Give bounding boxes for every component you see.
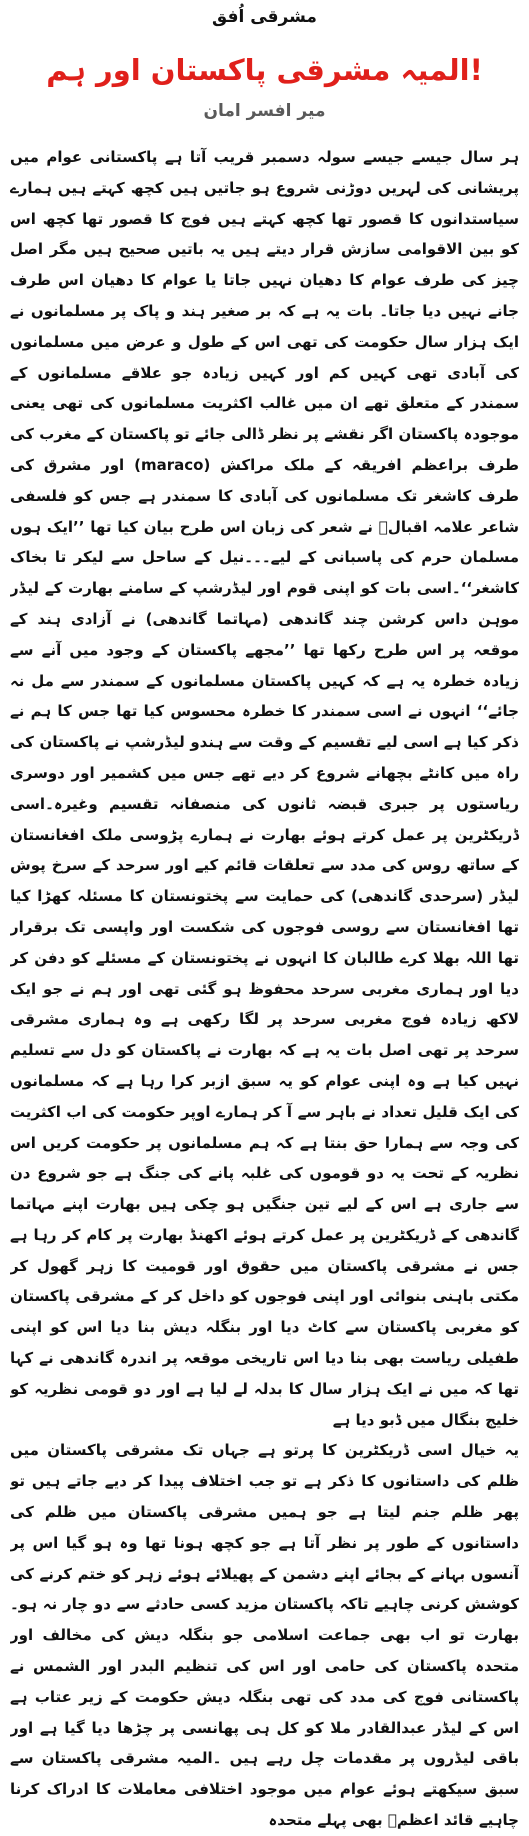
column-name: مشرقی اُفق	[212, 7, 317, 27]
article-headline: المیہ مشرقی پاکستان اور ہم!	[46, 53, 483, 87]
article-body	[10, 142, 519, 1836]
article-header	[10, 0, 519, 124]
article-paragraph: ہر سال جیسے جیسے سولہ دسمبر قریب آتا ہے پاکستانی عوام میں پریشانی کی لہریں دوڑنی شروع ہو جاتیں ہیں کچھ کہتے ہیں ہمارے سیاستدانوں کا قصور تھا کچھ کہتے ہیں فوج کا قصور تھا کچھ اس کو بین الاقوامی سازش قرار دیتے ہیں یہ باتیں صحیح ہیں مگر اصل چیز کی طرف عوام کا دھیان نہیں جاتا یا عوام کا دھیان اس طرف جانے نہیں دیا جاتا۔ بات یہ ہے کہ بر صغیر ہند و پاک پر مسلمانوں نے ایک ہزار سال حکومت کی تھی اس کے طول و عرض میں مسلمانوں کی آبادی تھی کہیں کم اور کہیں زیادہ جو علاقے مسلمانوں کے سمندر کے متعلق تھے ان میں غالب اکثریت مسلمانوں کی تھی یعنی موجودہ پاکستان اگر نقشے پر نظر ڈالی جائے تو پاکستان کے مغرب کی طرف براعظم افریقہ کے ملک مراکش (maraco) اور مشرق کی طرف کاشغر تک مسلمانوں کی آبادی کا سمندر ہے جس کو فلسفی شاعر علامہ اقبالؒ نے شعر کی زبان اس طرح بیان کیا تھا ’’ایک ہوں مسلمان حرم کی پاسبانی کے لیے۔۔۔نیل کے ساحل سے لیکر تا بخاک کاشغر‘‘۔اسی بات کو اپنی قوم اور لیڈرشپ کے سامنے بھارت کے لیڈر موہن داس کرشن چند گاندھی (مہاتما گاندھی) نے آزادی ہند کے موقعہ پر اس طرح رکھا تھا ’’مجھے پاکستان کے وجود میں آنے سے زیادہ خطرہ یہ ہے کہ کہیں پاکستان مسلمانوں کے سمندر سے مل نہ جائے‘‘ انہوں نے اسی سمندر کا خطرہ محسوس کیا تھا جس کا ہم نے ذکر کیا ہے اسی لیے تقسیم کے وقت سے ہندو لیڈرشپ نے پاکستان کی راہ میں کانٹے بچھانے شروع کر دیے تھے جس میں کشمیر اور دوسری ریاستوں پر جبری قبضہ ثانوں کی منصفانہ تقسیم وغیرہ۔اسی ڈریکٹرین پر عمل کرتے ہوئے بھارت نے ہمارے پڑوسی ملک افغانستان کے ساتھ روس کی مدد سے تعلقات قائم کیے اور سرحد کے سرخ پوش لیڈر (سرحدی گاندھی) کی حمایت سے پختونستان کا مسئلہ کھڑا کیا تھا افغانستان سے روسی فوجوں کی شکست اور واپسی تک برقرار تھا اللہ بھلا کرے طالبان کا انہوں نے پختونستان کے مسئلے کو دفن کر دیا اور ہماری مغربی سرحد محفوظ ہو گئی تھی اور ہم نے جو ایک لاکھ زیادہ فوج مغربی سرحد پر لگا رکھی ہے وہ ہماری مشرقی سرحد پر تھی اصل بات یہ ہے کہ بھارت نے پاکستان کو دل سے تسلیم نہیں کیا ہے وہ اپنی عوام کو یہ سبق ازبر کرا رہا ہے کہ مسلمانوں کی ایک قلیل تعداد نے باہر سے آ کر ہمارے اوپر حکومت کی اب اکثریت کی وجہ سے ہمارا حق بنتا ہے کہ ہم مسلمانوں پر حکومت کریں اس نظریہ کے تحت یہ دو قوموں کی غلبہ پانے کی جنگ ہے جو شروع دن سے جاری ہے اس کے لیے تین جنگیں ہو چکی ہیں بھارت اپنے مہاتما گاندھی کے ڈریکٹرین پر عمل کرتے ہوئے اکھنڈ بھارت پر کام کر رہا ہے جس نے مشرقی پاکستان میں حقوق اور قومیت کا زہر گھول کر مکتی باہنی بنوائی اور اپنی فوجوں کو داخل کر کے مشرقی پاکستان کو مغربی پاکستان سے کاٹ دیا اور بنگلہ دیش بنا دیا اس کو اپنی طفیلی ریاست بھی بنا دیا اس تاریخی موقعہ پر اندرہ گاندھی نے کہا تھا کہ میں نے ایک ہزار سال کا بدلہ لے لیا ہے اور دو قومی نظریہ کو خلیج بنگال میں ڈبو دیا ہے	[10, 148, 519, 1429]
author-byline: میر افسر امان	[203, 101, 326, 121]
article-paragraph: یہ خیال اسی ڈریکٹرین کا پرتو ہے جہاں تک مشرقی پاکستان میں ظلم کی داستانوں کا ذکر ہے تو جب اختلاف پیدا کر دیے جاتے ہیں تو پھر ظلم جنم لیتا ہے جو ہمیں مشرقی پاکستان میں ظلم کی داستانوں کے طور پر نظر آتا ہے جو کچھ ہونا تھا وہ ہو گیا اس پر آنسوں بہانے کے بجائے اپنے دشمن کے پھیلائے ہوئے زہر کو ختم کرنے کی کوشش کرنی چاہیے تاکہ پاکستان مزید کسی حادثے سے دو چار نہ ہو۔ بھارت تو اب بھی جماعت اسلامی جو بنگلہ دیش کی مخالف اور متحدہ پاکستان کی حامی اور اس کی تنظیم البدر اور الشمس نے پاکستانی فوج کی مدد کی تھی بنگلہ دیش حکومت کے زیر عتاب ہے اس کے لیڈر عبدالقادر ملا کو کل ہی پھانسی پر چڑھا دیا گیا ہے اور باقی لیڈروں پر مقدمات چل رہے ہیں ۔المیہ مشرقی پاکستان سے سبق سیکھتے ہوئے عوام میں موجود اختلافی معاملات کا ادراک کرنا چاہیے قائد اعظمؒ بھی پہلے متحدہ	[10, 1441, 519, 1830]
